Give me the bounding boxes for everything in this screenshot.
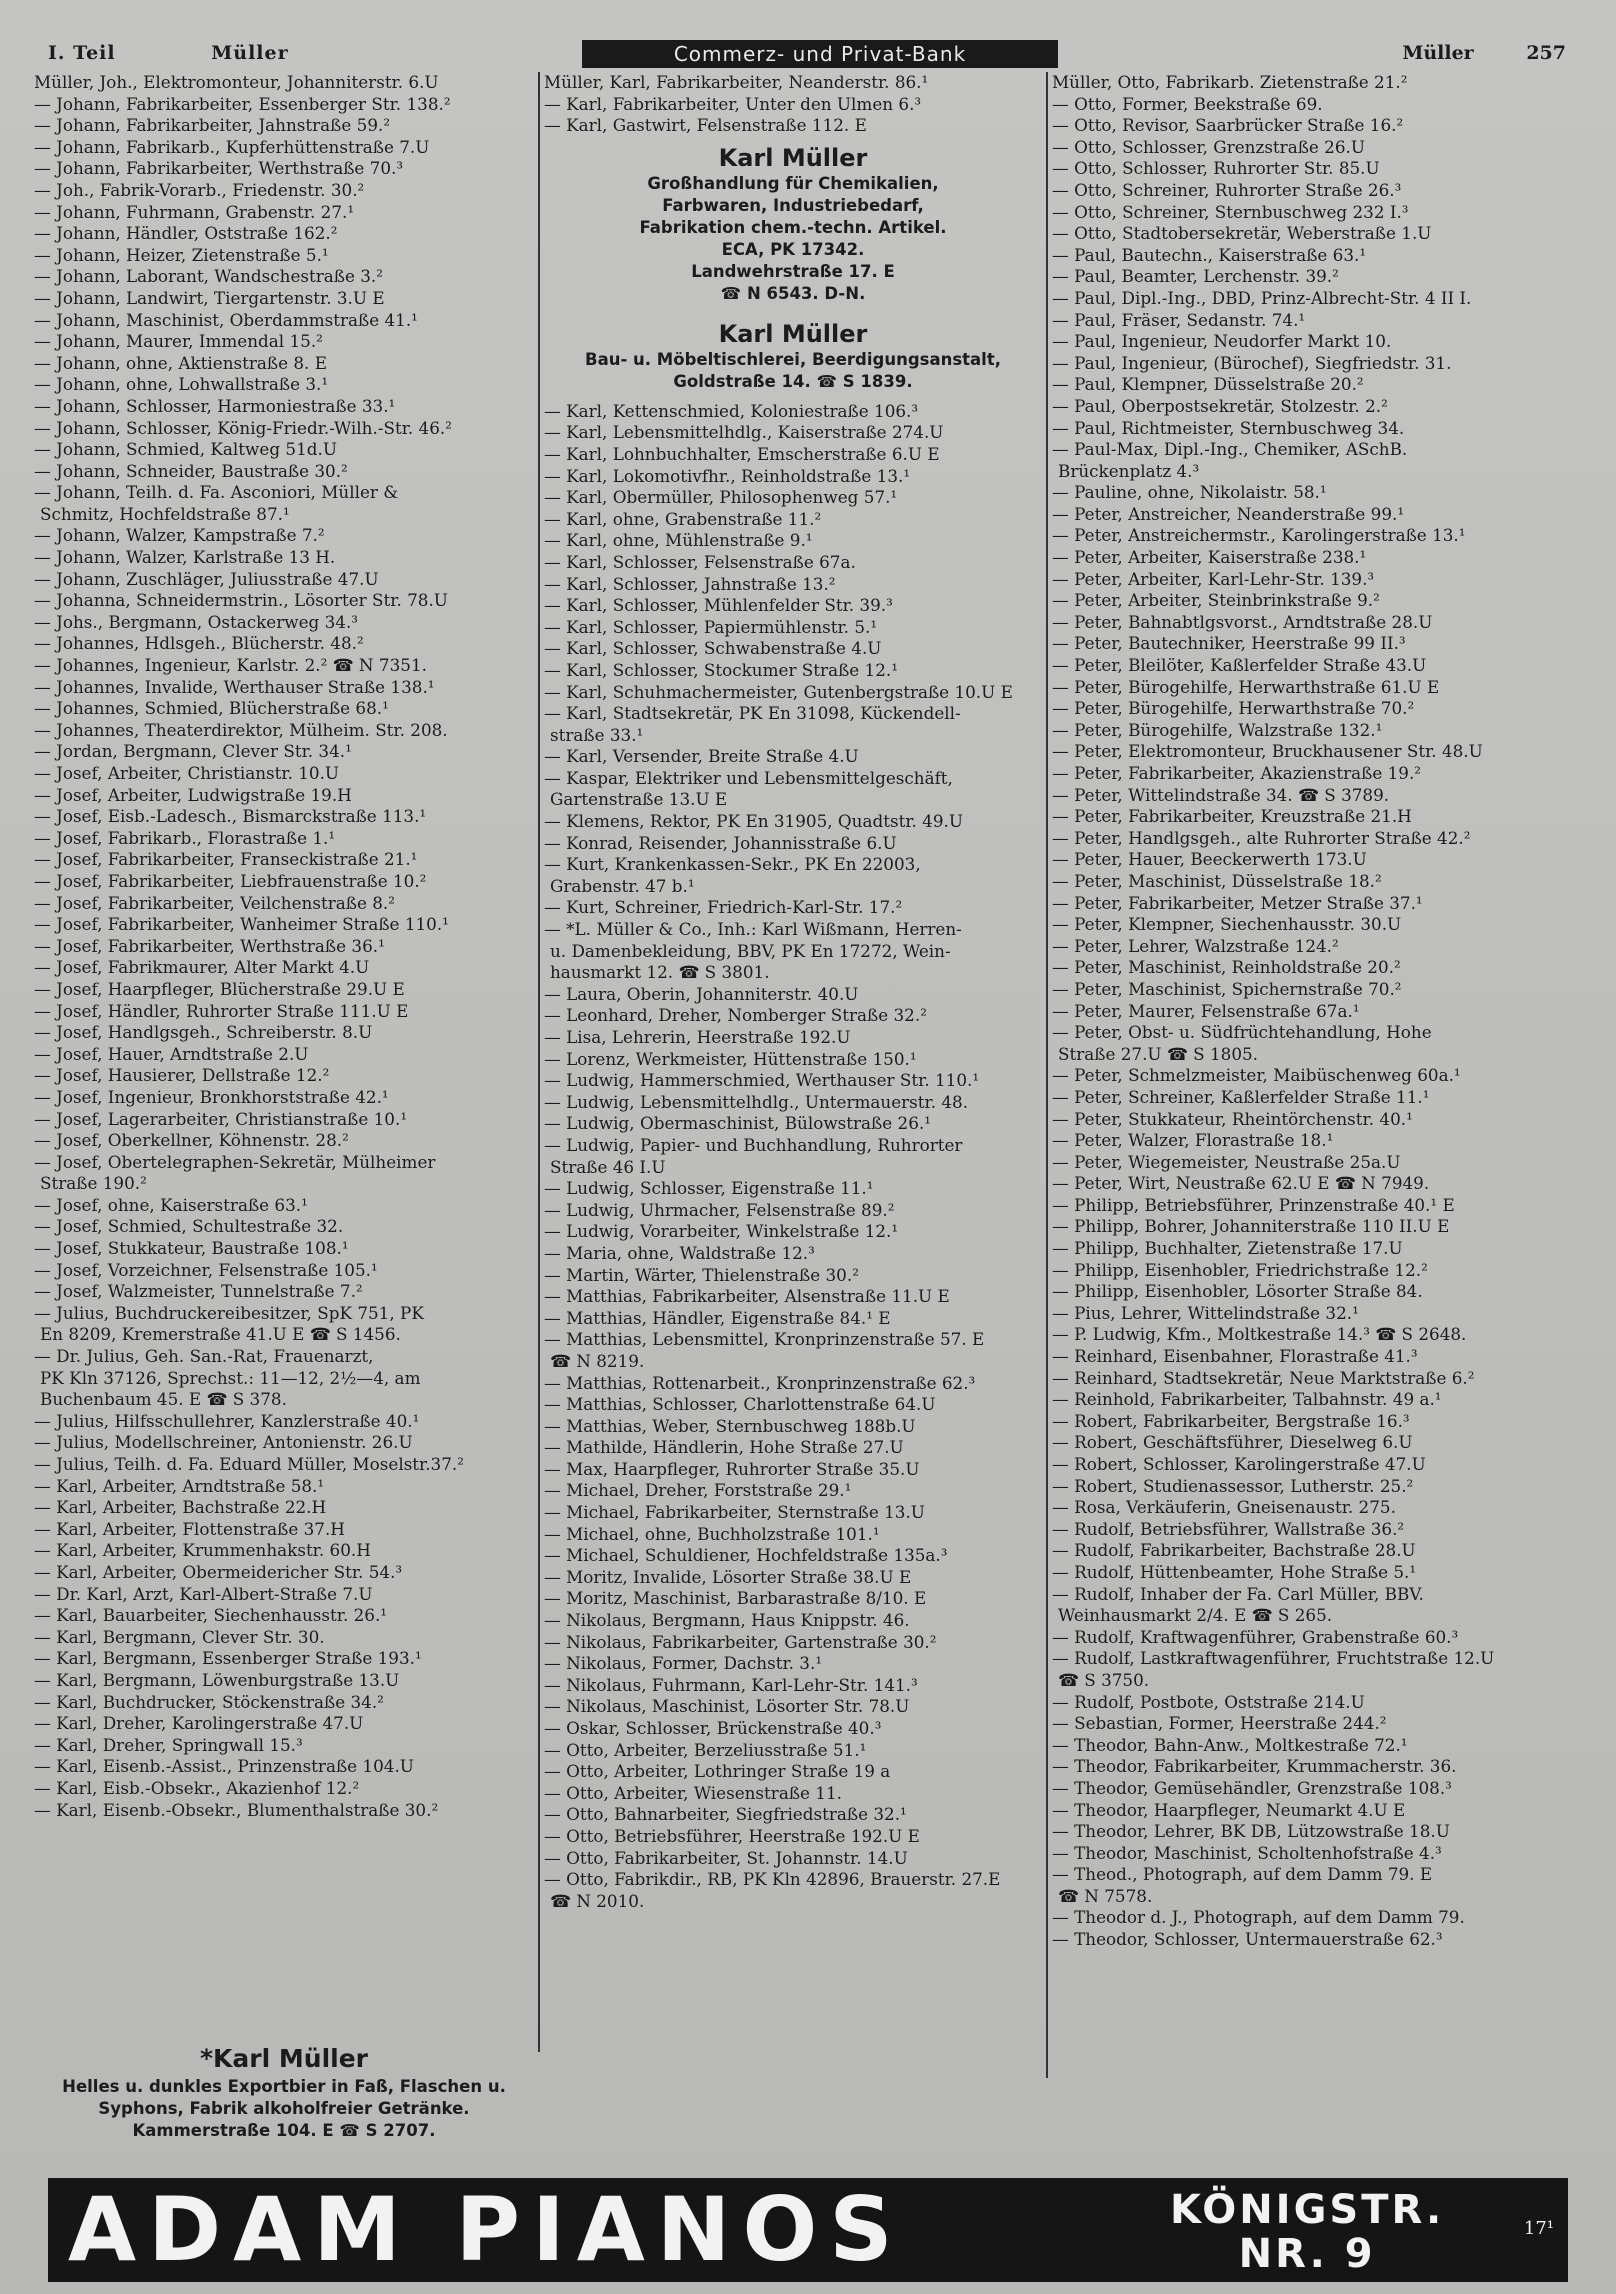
directory-entry: — Johann, Maurer, Immendal 15.² bbox=[34, 331, 323, 352]
directory-entry: — Ludwig, Papier- und Buchhandlung, Ruhrorter bbox=[544, 1134, 963, 1155]
directory-entry: — P. Ludwig, Kfm., Moltkestraße 14.³ ☎ S 2648. bbox=[1052, 1324, 1467, 1345]
directory-entry: Brückenplatz 4.³ bbox=[1058, 460, 1200, 481]
directory-entry: — Ludwig, Obermaschinist, Bülowstraße 26.¹ bbox=[544, 1113, 931, 1134]
directory-entry: — Karl, Arbeiter, Arndtstraße 58.¹ bbox=[34, 1475, 325, 1496]
directory-entry: — Peter, Fabrikarbeiter, Akazienstraße 19.² bbox=[1052, 763, 1422, 783]
directory-entry: — Philipp, Betriebsführer, Prinzenstraße 40.¹ E bbox=[1052, 1194, 1455, 1215]
carpentry-ad-line-1: Bau- u. Möbeltischlerei, Beerdigungsanstalt, bbox=[585, 349, 1001, 369]
directory-entry: — Joh., Fabrik-Vorarb., Friedenstr. 30.² bbox=[34, 179, 365, 200]
directory-entry: — Otto, Stadtobersekretär, Weberstraße 1.U bbox=[1052, 223, 1432, 244]
directory-entry: — Peter, Schreiner, Kaßlerfelder Straße 11.¹ bbox=[1052, 1086, 1430, 1107]
directory-entry: — Paul, Fräser, Sedanstr. 74.¹ bbox=[1052, 309, 1306, 330]
directory-entry: — Peter, Elektromonteur, Bruckhausener Str. 48.U bbox=[1052, 741, 1483, 762]
directory-entry: — Kurt, Schreiner, Friedrich-Karl-Str. 17.² bbox=[544, 897, 903, 918]
directory-entry: — Oskar, Schlosser, Brückenstraße 40.³ bbox=[544, 1718, 882, 1738]
directory-entry: — Johann, Schlosser, König-Friedr.-Wilh.-Str. 46.² bbox=[34, 417, 452, 438]
directory-entry: — Matthias, Händler, Eigenstraße 84.¹ E bbox=[544, 1307, 891, 1328]
directory-entry: — Michael, Dreher, Forststraße 29.¹ bbox=[544, 1480, 852, 1501]
column-3 bbox=[1048, 72, 1568, 2078]
directory-entry: — Johann, Schlosser, Harmoniestraße 33.¹ bbox=[34, 395, 396, 416]
directory-entry: — Philipp, Bohrer, Johanniterstraße 110 II.U E bbox=[1052, 1216, 1450, 1237]
directory-entry: u. Damenbekleidung, BBV, PK En 17272, Wein- bbox=[550, 940, 951, 961]
beer-ad-line-3: Kammerstraße 104. E ☎ S 2707. bbox=[132, 2121, 436, 2140]
directory-entry: — Peter, Handlgsgeh., alte Ruhrorter Straße 42.² bbox=[1052, 827, 1471, 848]
beer-ad-name: *Karl Müller bbox=[199, 2044, 369, 2073]
directory-entry: — Nikolaus, Former, Dachstr. 3.¹ bbox=[544, 1653, 823, 1674]
directory-entry: — Johann, Schmied, Kaltweg 51d.U bbox=[34, 439, 337, 460]
column-3-entries bbox=[1048, 72, 1568, 1951]
directory-entry: — Peter, Fabrikarbeiter, Metzer Straße 37.¹ bbox=[1052, 892, 1423, 913]
directory-entry: Weinhausmarkt 2/4. E ☎ S 265. bbox=[1058, 1605, 1333, 1626]
directory-entry: — Robert, Fabrikarbeiter, Bergstraße 16.³ bbox=[1052, 1410, 1410, 1431]
directory-entry: — Josef, ohne, Kaiserstraße 63.¹ bbox=[34, 1194, 308, 1215]
directory-entry: — Peter, Walzer, Florastraße 18.¹ bbox=[1052, 1130, 1334, 1151]
directory-entry: — Karl, Eisb.-Obsekr., Akazienhof 12.² bbox=[34, 1777, 360, 1798]
directory-entry: — Peter, Klempner, Siechenhausstr. 30.U bbox=[1052, 914, 1402, 935]
directory-entry: — Josef, Vorzeichner, Felsenstraße 105.¹ bbox=[34, 1259, 378, 1280]
directory-entry: — Karl, Fabrikarbeiter, Unter den Ulmen 6.³ bbox=[544, 93, 922, 114]
piano-advert-banner bbox=[48, 2178, 1568, 2282]
directory-entry: — Rudolf, Fabrikarbeiter, Bachstraße 28.U bbox=[1052, 1540, 1416, 1561]
directory-entry: — Karl, Bauarbeiter, Siechenhausstr. 26.¹ bbox=[34, 1605, 388, 1626]
directory-entry: — Robert, Schlosser, Karolingerstraße 47.U bbox=[1052, 1454, 1426, 1474]
directory-entry: — Moritz, Invalide, Lösorter Straße 38.U E bbox=[544, 1566, 912, 1587]
directory-entry: — Josef, Eisb.-Ladesch., Bismarckstraße 113.¹ bbox=[34, 806, 427, 827]
directory-entry: — Josef, Fabrikarbeiter, Franseckistraße 21.¹ bbox=[34, 849, 418, 870]
directory-entry: — Karl, Arbeiter, Krummenhakstr. 60.H bbox=[34, 1540, 371, 1561]
piano-address-street: KÖNIGSTR. bbox=[1170, 2187, 1445, 2233]
directory-entry: — Theodor d. J., Photograph, auf dem Damm 79. bbox=[1052, 1907, 1465, 1928]
directory-entry: Schmitz, Hochfeldstraße 87.¹ bbox=[40, 503, 290, 524]
directory-entry: — Otto, Arbeiter, Lothringer Straße 19 a bbox=[544, 1761, 891, 1782]
directory-entry: — Johann, Walzer, Karlstraße 13 H. bbox=[34, 547, 336, 568]
directory-entry: — Otto, Schreiner, Sternbuschweg 232 I.³ bbox=[1052, 201, 1409, 222]
directory-entry: — Ludwig, Hammerschmied, Werthauser Str. 110.¹ bbox=[544, 1070, 980, 1091]
directory-entry: — Paul, Richtmeister, Sternbuschweg 34. bbox=[1052, 417, 1405, 438]
directory-entry: — Laura, Oberin, Johanniterstr. 40.U bbox=[544, 983, 859, 1004]
directory-entry: — Johann, Schneider, Baustraße 30.² bbox=[34, 460, 348, 481]
directory-entry: — Karl, Arbeiter, Obermeidericher Str. 54.³ bbox=[34, 1561, 403, 1582]
directory-entry: — Otto, Fabrikarbeiter, St. Johannstr. 14.U bbox=[544, 1847, 908, 1868]
directory-entry: — Peter, Bürogehilfe, Walzstraße 132.¹ bbox=[1052, 719, 1383, 740]
directory-entry: — Peter, Lehrer, Walzstraße 124.² bbox=[1052, 935, 1339, 956]
directory-entry: — Rudolf, Betriebsführer, Wallstraße 36.² bbox=[1052, 1518, 1405, 1539]
karl-mueller-beer-ad bbox=[30, 2042, 538, 2192]
print-code: 17¹ bbox=[1523, 2218, 1554, 2239]
directory-entry: — Lisa, Lehrerin, Heerstraße 192.U bbox=[544, 1027, 851, 1047]
directory-entry: — Johann, Fabrikarbeiter, Jahnstraße 59.² bbox=[34, 115, 391, 136]
directory-entry: — Theodor, Lehrer, BK DB, Lützowstraße 18.U bbox=[1052, 1821, 1450, 1842]
directory-entry: — Josef, Fabrikarbeiter, Werthstraße 36.¹ bbox=[34, 935, 385, 956]
directory-entry: — Julius, Teilh. d. Fa. Eduard Müller, Moselstr.37.² bbox=[34, 1454, 464, 1474]
directory-entry: — Peter, Obst- u. Südfrüchtehandlung, Hohe bbox=[1052, 1022, 1432, 1043]
directory-entry: — Rudolf, Lastkraftwagenführer, Fruchtstraße 12.U bbox=[1052, 1648, 1495, 1669]
directory-entry: — Johannes, Invalide, Werthauser Straße 138.¹ bbox=[34, 676, 435, 697]
piano-brand: ADAM PIANOS bbox=[68, 2178, 905, 2281]
directory-entry: — Karl, Schlosser, Schwabenstraße 4.U bbox=[544, 638, 882, 659]
directory-entry: — Matthias, Rottenarbeit., Kronprinzenstraße 62.³ bbox=[544, 1372, 976, 1393]
directory-entry: — Johann, ohne, Lohwallstraße 3.¹ bbox=[34, 374, 329, 395]
directory-entry: — Johann, Heizer, Zietenstraße 5.¹ bbox=[34, 244, 329, 265]
directory-entry: — Nikolaus, Fabrikarbeiter, Gartenstraße 30.² bbox=[544, 1631, 937, 1652]
directory-entry: — Josef, Handlgsgeh., Schreiberstr. 8.U bbox=[34, 1022, 373, 1043]
column-1 bbox=[30, 72, 540, 2052]
directory-entry: — Johann, ohne, Aktienstraße 8. E bbox=[34, 352, 327, 373]
directory-entry: — Josef, Hauer, Arndtstraße 2.U bbox=[34, 1043, 309, 1064]
directory-entry: — Rudolf, Inhaber der Fa. Carl Müller, BBV. bbox=[1052, 1583, 1424, 1604]
page-header bbox=[30, 38, 1590, 68]
directory-entry: — Josef, Fabrikarb., Florastraße 1.¹ bbox=[34, 827, 336, 848]
directory-entry: — Otto, Betriebsführer, Heerstraße 192.U E bbox=[544, 1825, 920, 1846]
directory-entry: — Paul, Dipl.-Ing., DBD, Prinz-Albrecht-Str. 4 II I. bbox=[1052, 287, 1472, 308]
beer-ad-line-1: Helles u. dunkles Exportbier in Faß, Flaschen u. bbox=[62, 2077, 506, 2096]
directory-entry: En 8209, Kremerstraße 41.U E ☎ S 1456. bbox=[40, 1324, 401, 1345]
directory-entry: — Rudolf, Postbote, Oststraße 214.U bbox=[1052, 1691, 1365, 1712]
directory-entry: — Theodor, Gemüsehändler, Grenzstraße 108.³ bbox=[1052, 1777, 1452, 1798]
directory-entry: — Lorenz, Werkmeister, Hüttenstraße 150.¹ bbox=[544, 1048, 917, 1069]
directory-entry: — Konrad, Reisender, Johannisstraße 6.U bbox=[544, 832, 897, 853]
directory-entry: — Paul, Bautechn., Kaiserstraße 63.¹ bbox=[1052, 244, 1367, 265]
directory-entry: — Johann, Zuschläger, Juliusstraße 47.U bbox=[34, 568, 379, 589]
directory-entry: — Johannes, Schmied, Blücherstraße 68.¹ bbox=[34, 698, 389, 719]
page-number: 257 bbox=[1526, 42, 1566, 64]
column-2-entries-top bbox=[540, 72, 1046, 137]
directory-entry: — Philipp, Eisenhobler, Lösorter Straße 84. bbox=[1052, 1281, 1423, 1302]
directory-entry: — Josef, Hausierer, Dellstraße 12.² bbox=[34, 1065, 330, 1086]
directory-entry: — Dr. Julius, Geh. San.-Rat, Frauenarzt, bbox=[34, 1346, 374, 1367]
directory-entry: — Philipp, Buchhalter, Zietenstraße 17.U bbox=[1052, 1238, 1403, 1259]
directory-entry: — Rudolf, Hüttenbeamter, Hohe Straße 5.¹ bbox=[1052, 1561, 1417, 1582]
directory-entry: — Johann, Fuhrmann, Grabenstr. 27.¹ bbox=[34, 201, 355, 222]
directory-entry: — Michael, Schuldiener, Hochfeldstraße 135a.³ bbox=[544, 1545, 948, 1566]
directory-entry: — Karl, Dreher, Springwall 15.³ bbox=[34, 1734, 303, 1755]
directory-entry: — Ludwig, Schlosser, Eigenstraße 11.¹ bbox=[544, 1178, 874, 1199]
directory-entry: — Josef, Stukkateur, Baustraße 108.¹ bbox=[34, 1238, 349, 1259]
directory-entry: — Johann, Laborant, Wandschestraße 3.² bbox=[34, 266, 383, 287]
directory-entry: — Karl, Lebensmittelhdlg., Kaiserstraße 274.U bbox=[544, 422, 944, 443]
directory-entry: — Karl, Eisenb.-Assist., Prinzenstraße 104.U bbox=[34, 1756, 414, 1777]
directory-entry: — Otto, Bahnarbeiter, Siegfriedstraße 32.¹ bbox=[544, 1804, 907, 1825]
directory-entry: — Paul, Ingenieur, (Bürochef), Siegfriedstr. 31. bbox=[1052, 352, 1452, 373]
directory-entry: — Theodor, Maschinist, Scholtenhofstraße 4.³ bbox=[1052, 1842, 1442, 1863]
directory-entry: — Sebastian, Former, Heerstraße 244.² bbox=[1052, 1713, 1387, 1734]
directory-entry: — Matthias, Weber, Sternbuschweg 188b.U bbox=[544, 1415, 916, 1436]
directory-entry: — Josef, Händler, Ruhrorter Straße 111.U E bbox=[34, 1000, 409, 1021]
directory-entry: — Matthias, Lebensmittel, Kronprinzenstraße 57. E bbox=[544, 1329, 985, 1350]
column-2-entries-bottom bbox=[540, 401, 1046, 1913]
directory-entry: straße 33.¹ bbox=[550, 724, 644, 745]
chemicals-ad-phone: ☎ N 6543. D-N. bbox=[720, 283, 866, 303]
directory-entry: — Paul-Max, Dipl.-Ing., Chemiker, ASchB. bbox=[1052, 439, 1408, 460]
directory-entry: Straße 46 I.U bbox=[550, 1156, 666, 1177]
directory-entry: — Theodor, Fabrikarbeiter, Krummacherstr. 36. bbox=[1052, 1756, 1457, 1777]
directory-entry: — Karl, Bergmann, Essenberger Straße 193.¹ bbox=[34, 1648, 422, 1669]
directory-entry: — Josef, Arbeiter, Ludwigstraße 19.H bbox=[34, 784, 352, 805]
directory-entry: — Johann, Händler, Oststraße 162.² bbox=[34, 223, 338, 244]
directory-entry: — Ludwig, Vorarbeiter, Winkelstraße 12.¹ bbox=[544, 1221, 899, 1242]
directory-entry: ☎ N 8219. bbox=[550, 1350, 645, 1371]
directory-entry: — Otto, Schlosser, Grenzstraße 26.U bbox=[1052, 136, 1366, 157]
directory-entry: — Paul, Oberpostsekretär, Stolzestr. 2.² bbox=[1052, 395, 1388, 416]
directory-entry: — Josef, Lagerarbeiter, Christianstraße 10.¹ bbox=[34, 1108, 408, 1129]
directory-entry: Müller, Otto, Fabrikarb. Zietenstraße 21.² bbox=[1052, 72, 1408, 92]
directory-entry: — Mathilde, Händlerin, Hohe Straße 27.U bbox=[544, 1437, 904, 1458]
directory-entry: — Moritz, Maschinist, Barbarastraße 8/10. E bbox=[544, 1588, 927, 1609]
directory-entry: — Otto, Arbeiter, Wiesenstraße 11. bbox=[544, 1782, 842, 1803]
section-label: I. Teil bbox=[48, 42, 116, 64]
directory-entry: — Johann, Maschinist, Oberdammstraße 41.¹ bbox=[34, 309, 418, 330]
directory-entry: — Peter, Anstreicher, Neanderstraße 99.¹ bbox=[1052, 503, 1405, 524]
directory-entry: — Karl, Eisenb.-Obsekr., Blumenthalstraße 30.² bbox=[34, 1799, 439, 1820]
directory-entry: ☎ S 3750. bbox=[1058, 1669, 1150, 1690]
directory-entry: — Peter, Maschinist, Düsselstraße 18.² bbox=[1052, 870, 1382, 891]
directory-entry: — Karl, ohne, Grabenstraße 11.² bbox=[544, 508, 822, 529]
directory-entry: — Reinhard, Eisenbahner, Florastraße 41.³ bbox=[1052, 1346, 1418, 1367]
directory-entry: Straße 27.U ☎ S 1805. bbox=[1058, 1043, 1259, 1064]
directory-entry: — Peter, Wirt, Neustraße 62.U E ☎ N 7949. bbox=[1052, 1173, 1430, 1194]
directory-entry: — Theodor, Bahn-Anw., Moltkestraße 72.¹ bbox=[1052, 1734, 1408, 1755]
chemicals-ad bbox=[540, 137, 1046, 313]
directory-entry: — Rudolf, Kraftwagenführer, Grabenstraße 60.³ bbox=[1052, 1626, 1459, 1647]
directory-entry: — Josef, Fabrikarbeiter, Wanheimer Straße 110.¹ bbox=[34, 914, 449, 935]
directory-entry: — Karl, Bergmann, Clever Str. 30. bbox=[34, 1626, 325, 1647]
directory-entry: — Karl, Gastwirt, Felsenstraße 112. E bbox=[544, 115, 867, 136]
directory-entry: — Theod., Photograph, auf dem Damm 79. E bbox=[1052, 1864, 1433, 1885]
carpentry-ad bbox=[540, 313, 1046, 401]
piano-address-number: NR. 9 bbox=[1238, 2231, 1376, 2277]
directory-entry: — Peter, Wiegemeister, Neustraße 25a.U bbox=[1052, 1151, 1401, 1172]
directory-entry: — Matthias, Fabrikarbeiter, Alsenstraße 11.U E bbox=[544, 1286, 950, 1307]
header-name-right: Müller bbox=[1402, 42, 1474, 64]
directory-entry: — Josef, Obertelegraphen-Sekretär, Mülheimer bbox=[34, 1151, 436, 1172]
beer-ad-line-2: Syphons, Fabrik alkoholfreier Getränke. bbox=[98, 2099, 470, 2118]
directory-entry: — Karl, Buchdrucker, Stöckenstraße 34.² bbox=[34, 1691, 384, 1712]
directory-entry: — Karl, Dreher, Karolingerstraße 47.U bbox=[34, 1713, 364, 1734]
chemicals-ad-line-3: Fabrikation chem.-techn. Artikel. bbox=[639, 217, 947, 237]
directory-entry: — Peter, Anstreichermstr., Karolingerstraße 13.¹ bbox=[1052, 525, 1466, 546]
chemicals-ad-line-1: Großhandlung für Chemikalien, bbox=[647, 173, 939, 193]
carpentry-ad-name: Karl Müller bbox=[718, 319, 868, 348]
directory-entry: — Johann, Fabrikarb., Kupferhüttenstraße 7.U bbox=[34, 136, 430, 157]
directory-entry: — Nikolaus, Fuhrmann, Karl-Lehr-Str. 141.³ bbox=[544, 1674, 918, 1695]
column-1-entries bbox=[30, 72, 538, 1821]
directory-entry: — Johannes, Hdlsgeh., Blücherstr. 48.² bbox=[34, 633, 364, 654]
header-right bbox=[1402, 42, 1566, 64]
directory-entry: — Josef, Arbeiter, Christianstr. 10.U bbox=[34, 763, 340, 783]
chemicals-ad-name: Karl Müller bbox=[718, 143, 868, 172]
directory-entry: — Otto, Schlosser, Ruhrorter Str. 85.U bbox=[1052, 158, 1380, 179]
directory-entry: — Jordan, Bergmann, Clever Str. 34.¹ bbox=[34, 741, 352, 762]
directory-entry: — Karl, Lohnbuchhalter, Emscherstraße 6.U E bbox=[544, 443, 940, 464]
directory-entry: — Josef, Walzmeister, Tunnelstraße 7.² bbox=[34, 1281, 363, 1302]
directory-entry: — Josef, Schmied, Schultestraße 32. bbox=[34, 1216, 344, 1237]
directory-entry: — Philipp, Eisenhobler, Friedrichstraße 12.² bbox=[1052, 1259, 1428, 1280]
directory-entry: — Karl, Kettenschmied, Koloniestraße 106.³ bbox=[544, 400, 919, 421]
directory-entry: — Paul, Ingenieur, Neudorfer Markt 10. bbox=[1052, 331, 1392, 352]
chemicals-ad-line-5: Landwehrstraße 17. E bbox=[691, 261, 895, 281]
directory-entry: — Klemens, Rektor, PK En 31905, Quadtstr. 49.U bbox=[544, 811, 964, 832]
header-name-left: Müller bbox=[211, 42, 289, 64]
directory-entry: — Dr. Karl, Arzt, Karl-Albert-Straße 7.U bbox=[34, 1583, 373, 1604]
directory-entry: — Johanna, Schneidermstrin., Lösorter Str. 78.U bbox=[34, 590, 448, 611]
directory-entry: — Michael, ohne, Buchholzstraße 101.¹ bbox=[544, 1523, 880, 1544]
directory-entry: — Johann, Landwirt, Tiergartenstr. 3.U E bbox=[34, 287, 385, 308]
directory-entry: — Julius, Modellschreiner, Antonienstr. 26.U bbox=[34, 1432, 413, 1453]
directory-entry: — Peter, Bürogehilfe, Herwarthstraße 61.U E bbox=[1052, 676, 1440, 697]
directory-entry: — Peter, Hauer, Beeckerwerth 173.U bbox=[1052, 849, 1367, 870]
directory-entry: ☎ N 7578. bbox=[1058, 1885, 1153, 1906]
directory-entry: Grabenstr. 47 b.¹ bbox=[550, 875, 695, 896]
directory-entry: — *L. Müller & Co., Inh.: Karl Wißmann, Herren- bbox=[544, 919, 962, 940]
directory-entry: — Josef, Ingenieur, Bronkhorststraße 42.¹ bbox=[34, 1086, 389, 1107]
directory-entry: — Peter, Maschinist, Reinholdstraße 20.² bbox=[1052, 957, 1401, 978]
directory-entry: — Julius, Hilfsschullehrer, Kanzlerstraße 40.¹ bbox=[34, 1410, 420, 1431]
directory-entry: — Otto, Former, Beekstraße 69. bbox=[1052, 93, 1323, 114]
directory-entry: — Michael, Fabrikarbeiter, Sternstraße 13.U bbox=[544, 1502, 925, 1523]
directory-entry: — Peter, Wittelindstraße 34. ☎ S 3789. bbox=[1052, 784, 1390, 805]
directory-entry: — Pius, Lehrer, Wittelindstraße 32.¹ bbox=[1052, 1302, 1359, 1323]
directory-entry: — Johann, Teilh. d. Fa. Asconiori, Müller & bbox=[34, 482, 399, 503]
directory-entry: Buchenbaum 45. E ☎ S 378. bbox=[40, 1389, 287, 1410]
directory-entry: — Karl, Obermüller, Philosophenweg 57.¹ bbox=[544, 487, 898, 508]
chemicals-ad-line-4: ECA, PK 17342. bbox=[721, 239, 865, 259]
directory-entry: — Rosa, Verkäuferin, Gneisenaustr. 275. bbox=[1052, 1497, 1396, 1518]
directory-entry: — Matthias, Schlosser, Charlottenstraße 64.U bbox=[544, 1394, 936, 1415]
directory-entry: — Paul, Beamter, Lerchenstr. 39.² bbox=[1052, 266, 1339, 287]
directory-entry: — Nikolaus, Bergmann, Haus Knippstr. 46. bbox=[544, 1610, 910, 1631]
directory-entry: — Karl, Versender, Breite Straße 4.U bbox=[544, 746, 859, 767]
directory-entry: — Kurt, Krankenkassen-Sekr., PK En 22003, bbox=[544, 854, 921, 875]
directory-entry: — Karl, Schuhmachermeister, Gutenbergstraße 10.U E bbox=[544, 681, 1013, 702]
directory-entry: — Karl, Schlosser, Mühlenfelder Str. 39.³ bbox=[544, 595, 893, 616]
directory-entry: — Peter, Bleilöter, Kaßlerfelder Straße 43.U bbox=[1052, 655, 1427, 676]
directory-entry: — Karl, ohne, Mühlenstraße 9.¹ bbox=[544, 530, 813, 551]
directory-entry: — Karl, Schlosser, Felsenstraße 67a. bbox=[544, 551, 856, 572]
directory-entry: hausmarkt 12. ☎ S 3801. bbox=[550, 962, 770, 983]
directory-entry: — Peter, Fabrikarbeiter, Kreuzstraße 21.H bbox=[1052, 806, 1412, 827]
directory-entry: — Reinhold, Fabrikarbeiter, Talbahnstr. 49 a.¹ bbox=[1052, 1389, 1442, 1410]
directory-entry: — Max, Haarpfleger, Ruhrorter Straße 35.U bbox=[544, 1458, 920, 1479]
directory-entry: — Reinhard, Stadtsekretär, Neue Marktstraße 6.² bbox=[1052, 1367, 1475, 1388]
header-left bbox=[48, 42, 289, 64]
directory-entry: — Karl, Lokomotivfhr., Reinholdstraße 13.¹ bbox=[544, 465, 911, 486]
directory-entry: Straße 190.² bbox=[40, 1173, 147, 1194]
directory-entry: — Theodor, Haarpfleger, Neumarkt 4.U E bbox=[1052, 1799, 1406, 1820]
directory-entry: — Karl, Arbeiter, Bachstraße 22.H bbox=[34, 1497, 327, 1518]
directory-entry: — Peter, Maschinist, Spichernstraße 70.² bbox=[1052, 978, 1402, 999]
directory-entry: — Peter, Maurer, Felsenstraße 67a.¹ bbox=[1052, 1000, 1360, 1021]
directory-entry: — Peter, Stukkateur, Rheintörchenstr. 40.¹ bbox=[1052, 1108, 1413, 1129]
carpentry-ad-line-2: Goldstraße 14. ☎ S 1839. bbox=[673, 371, 913, 391]
directory-entry: — Peter, Bürogehilfe, Herwarthstraße 70.² bbox=[1052, 698, 1415, 719]
directory-entry: — Peter, Bahnabtlgsvorst., Arndtstraße 28.U bbox=[1052, 611, 1433, 632]
directory-entry: — Josef, Haarpfleger, Blücherstraße 29.U E bbox=[34, 978, 405, 999]
directory-entry: — Peter, Arbeiter, Steinbrinkstraße 9.² bbox=[1052, 590, 1380, 611]
directory-entry: — Julius, Buchdruckereibesitzer, SpK 751, PK bbox=[34, 1302, 424, 1323]
column-2 bbox=[540, 72, 1048, 2078]
directory-entry: — Josef, Oberkellner, Köhnenstr. 28.² bbox=[34, 1130, 349, 1151]
directory-entry: — Johs., Bergmann, Ostackerweg 34.³ bbox=[34, 611, 359, 632]
directory-entry: — Karl, Schlosser, Papiermühlenstr. 5.¹ bbox=[544, 616, 878, 637]
directory-entry: — Kaspar, Elektriker und Lebensmittelgeschäft, bbox=[544, 767, 953, 788]
directory-entry: — Peter, Bautechniker, Heerstraße 99 II.³ bbox=[1052, 633, 1406, 654]
directory-entry: — Theodor, Schlosser, Untermauerstraße 62.³ bbox=[1052, 1929, 1443, 1950]
directory-entry: — Ludwig, Uhrmacher, Felsenstraße 89.² bbox=[544, 1199, 895, 1220]
directory-entry: — Otto, Arbeiter, Berzeliusstraße 51.¹ bbox=[544, 1739, 867, 1760]
directory-entry: — Karl, Stadtsekretär, PK En 31098, Kückendell- bbox=[544, 703, 961, 724]
directory-entry: Gartenstraße 13.U E bbox=[550, 789, 728, 810]
directory-entry: — Pauline, ohne, Nikolaistr. 58.¹ bbox=[1052, 482, 1327, 503]
directory-entry: — Otto, Revisor, Saarbrücker Straße 16.² bbox=[1052, 115, 1404, 136]
directory-entry: — Nikolaus, Maschinist, Lösorter Str. 78.U bbox=[544, 1696, 910, 1717]
directory-entry: PK Kln 37126, Sprechst.: 11—12, 2½—4, am bbox=[40, 1367, 421, 1388]
directory-entry: — Peter, Arbeiter, Karl-Lehr-Str. 139.³ bbox=[1052, 568, 1375, 589]
directory-entry: — Johannes, Ingenieur, Karlstr. 2.² ☎ N 7351. bbox=[34, 655, 427, 676]
bank-banner: Commerz- und Privat-Bank bbox=[582, 40, 1058, 68]
directory-entry: — Karl, Schlosser, Jahnstraße 13.² bbox=[544, 573, 836, 594]
directory-entry: — Karl, Bergmann, Löwenburgstraße 13.U bbox=[34, 1669, 400, 1690]
directory-entry: — Otto, Fabrikdir., RB, PK Kln 42896, Brauerstr. 27.E bbox=[544, 1869, 1001, 1890]
directory-entry: — Martin, Wärter, Thielenstraße 30.² bbox=[544, 1264, 859, 1285]
directory-entry: — Peter, Schmelzmeister, Maibüschenweg 60a.¹ bbox=[1052, 1065, 1461, 1086]
directory-entry: — Josef, Fabrikarbeiter, Veilchenstraße 8.² bbox=[34, 892, 395, 913]
directory-entry: Müller, Joh., Elektromonteur, Johanniterstr. 6.U bbox=[34, 72, 439, 92]
directory-entry: — Paul, Klempner, Düsselstraße 20.² bbox=[1052, 374, 1364, 395]
piano-address bbox=[1170, 2188, 1444, 2276]
directory-entry: — Karl, Schlosser, Stockumer Straße 12.¹ bbox=[544, 659, 898, 680]
directory-entry: Müller, Karl, Fabrikarbeiter, Neanderstr. 86.¹ bbox=[544, 72, 929, 92]
directory-entry: — Johann, Fabrikarbeiter, Werthstraße 70.³ bbox=[34, 158, 404, 179]
directory-entry: — Robert, Geschäftsführer, Dieselweg 6.U bbox=[1052, 1432, 1413, 1453]
directory-entry: — Otto, Schreiner, Ruhrorter Straße 26.³ bbox=[1052, 179, 1402, 200]
directory-entry: — Johann, Walzer, Kampstraße 7.² bbox=[34, 525, 325, 546]
directory-entry: — Johann, Fabrikarbeiter, Essenberger Str. 138.² bbox=[34, 93, 451, 114]
directory-entry: ☎ N 2010. bbox=[550, 1890, 645, 1911]
directory-entry: — Ludwig, Lebensmittelhdlg., Untermauerstr. 48. bbox=[544, 1091, 969, 1112]
directory-entry: — Robert, Studienassessor, Lutherstr. 25.² bbox=[1052, 1475, 1414, 1496]
directory-entry: — Maria, ohne, Waldstraße 12.³ bbox=[544, 1242, 815, 1263]
chemicals-ad-line-2: Farbwaren, Industriebedarf, bbox=[662, 195, 924, 215]
directory-entry: — Johannes, Theaterdirektor, Mülheim. Str. 208. bbox=[34, 719, 448, 740]
directory-entry: — Karl, Arbeiter, Flottenstraße 37.H bbox=[34, 1518, 345, 1539]
directory-entry: — Josef, Fabrikarbeiter, Liebfrauenstraße 10.² bbox=[34, 870, 427, 891]
directory-entry: — Josef, Fabrikmaurer, Alter Markt 4.U bbox=[34, 957, 370, 978]
directory-entry: — Leonhard, Dreher, Nomberger Straße 32.² bbox=[544, 1005, 927, 1026]
directory-entry: — Peter, Arbeiter, Kaiserstraße 238.¹ bbox=[1052, 547, 1367, 568]
